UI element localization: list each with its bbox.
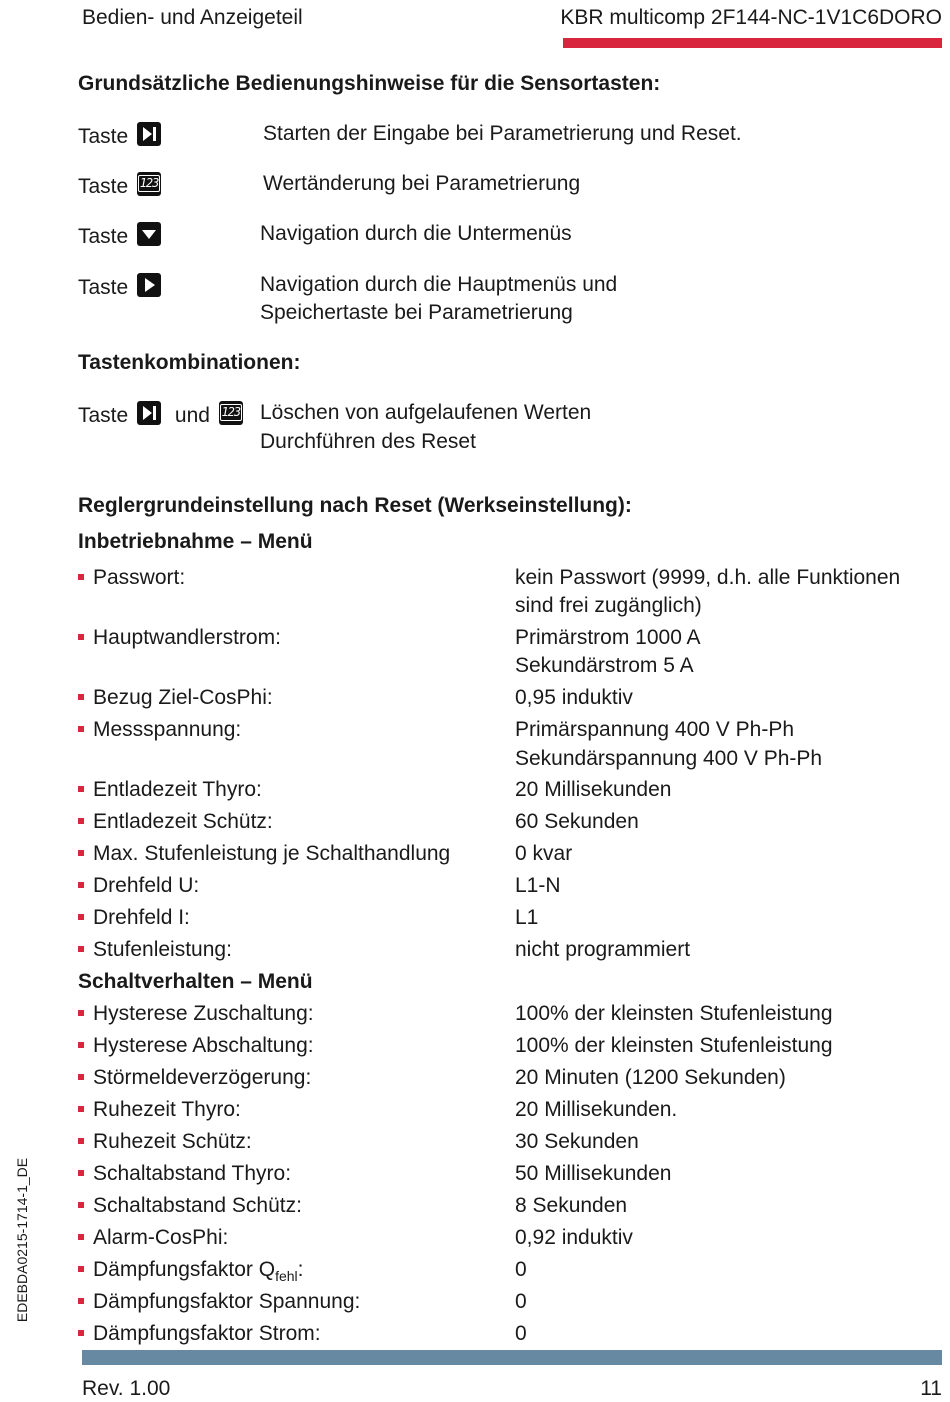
bullet-icon [78,1106,84,1112]
key-row-4-desc: Navigation durch die Hauptmenüs und [260,273,618,296]
list-item-value-cont: Sekundärstrom 5 A [515,654,694,677]
list-item-label: Passwort: [78,566,185,590]
list-item-label: Ruhezeit Thyro: [78,1098,241,1122]
bullet-icon [78,818,84,824]
bullet-icon [78,1170,84,1176]
list-item-label: Hysterese Zuschaltung: [78,1002,314,1026]
list-item-value: 0 [515,1258,527,1281]
page-number: 11 [920,1377,942,1400]
list-item-label: Alarm-CosPhi: [78,1226,228,1250]
key-row-1-desc: Starten der Eingabe bei Parametrierung und Reset. [263,122,742,145]
list-item-value: 30 Sekunden [515,1130,639,1153]
bullet-icon [78,1074,84,1080]
list-item-value-cont: sind frei zugänglich) [515,594,702,617]
list-item-value: 100% der kleinsten Stufenleistung [515,1002,833,1025]
document-id-side-text: EDEBDA0215-1714-1_DE [14,1157,31,1323]
list-item-label: Stufenleistung: [78,938,232,962]
bullet-icon [78,726,84,732]
taste-label: Taste [78,225,129,248]
list-item-label: Ruhezeit Schütz: [78,1130,252,1154]
list-item-label: Störmeldeverzögerung: [78,1066,311,1090]
combo-desc-1: Löschen von aufgelaufenen Werten [260,401,592,424]
taste-label: Taste [78,125,129,148]
bullet-icon [78,1298,84,1304]
taste-label: Taste [78,404,129,427]
list-item-value: L1-N [515,874,561,897]
bullet-icon [78,1138,84,1144]
list-item-label: Drehfeld U: [78,874,199,898]
play-pause-key-icon [137,122,161,146]
arrow-right-key-icon [137,273,161,297]
list-item-label: Drehfeld I: [78,906,190,930]
key-row-2 [78,172,161,199]
123-key-icon: 123 [219,401,243,425]
bullet-icon [78,914,84,920]
list-item-value: 0,92 induktiv [515,1226,633,1249]
list-item-value: 0 [515,1322,527,1345]
list-item-value: kein Passwort (9999, d.h. alle Funktionen [515,566,901,589]
taste-label: Taste [78,276,129,299]
list-item-value: 8 Sekunden [515,1194,628,1217]
list-item-value: 0 [515,1290,527,1313]
bullet-icon [78,1234,84,1240]
list-item-value: L1 [515,906,539,929]
list-item-label: Dämpfungsfaktor Spannung: [78,1290,360,1314]
list-item-value: 20 Millisekunden. [515,1098,678,1121]
list-item-value: 100% der kleinsten Stufenleistung [515,1034,833,1057]
list-item-value: 60 Sekunden [515,810,639,833]
bullet-icon [78,1042,84,1048]
bullet-icon [78,882,84,888]
list-item-value: nicht programmiert [515,938,691,961]
list-item-value-cont: Sekundärspannung 400 V Ph-Ph [515,747,823,770]
list-item-value: Primärspannung 400 V Ph-Ph [515,718,794,741]
key-row-1 [78,122,161,149]
list-item-value: 0 kvar [515,842,573,865]
bullet-icon [78,1010,84,1016]
list-item-value: 20 Minuten (1200 Sekunden) [515,1066,786,1089]
list-item-label: Entladezeit Schütz: [78,810,273,834]
taste-label: Taste [78,175,129,198]
list-item-value: 50 Millisekunden [515,1162,672,1185]
key-row-3-desc: Navigation durch die Untermenüs [260,222,572,245]
combo-desc-2: Durchführen des Reset [260,430,476,453]
header-left-title: Bedien- und Anzeigeteil [82,6,303,29]
list-item-label: Bezug Ziel-CosPhi: [78,686,273,710]
bullet-icon [78,574,84,580]
list-item-label: Max. Stufenleistung je Schalthandlung [78,842,450,866]
footer-bar [82,1350,942,1365]
key-row-4 [78,273,161,300]
list-item-label: Dämpfungsfaktor $Q_{fehl}$: [78,1258,304,1284]
bullet-icon [78,850,84,856]
sensor-heading: Grundsätzliche Bedienungshinweise für die Sensortasten: [78,72,661,95]
list-item-label: Messspannung: [78,718,241,742]
combo-heading: Tastenkombinationen: [78,351,301,374]
list-item-label: Hauptwandlerstrom: [78,626,281,650]
menu2-heading: Schaltverhalten – Menü [78,970,313,993]
bullet-icon [78,1266,84,1272]
list-item-label: Dämpfungsfaktor Strom: [78,1322,321,1346]
combo-row [78,401,243,428]
list-item-value: Primärstrom 1000 A [515,626,701,649]
list-item-label: Schaltabstand Schütz: [78,1194,302,1218]
list-item-value: 20 Millisekunden [515,778,672,801]
key-row-2-desc: Wertänderung bei Parametrierung [263,172,581,195]
list-item-label: Hysterese Abschaltung: [78,1034,314,1058]
header-accent-bar [563,38,942,48]
key-row-3 [78,222,161,249]
und-label: und [174,404,210,427]
bullet-icon [78,946,84,952]
bullet-icon [78,634,84,640]
arrow-down-key-icon [137,222,161,246]
play-pause-key-icon [137,401,161,425]
list-item-label: Entladezeit Thyro: [78,778,262,802]
list-item-label: Schaltabstand Thyro: [78,1162,291,1186]
bullet-icon [78,1202,84,1208]
list-item-value: 0,95 induktiv [515,686,633,709]
revision-label: Rev. 1.00 [82,1377,171,1400]
bullet-icon [78,786,84,792]
reset-heading: Reglergrundeinstellung nach Reset (Werkseinstellung): [78,494,632,517]
bullet-icon [78,1330,84,1336]
123-key-icon: 123 [137,172,161,196]
menu1-heading: Inbetriebnahme – Menü [78,530,313,553]
bullet-icon [78,694,84,700]
header-right-title: KBR multicomp 2F144-NC-1V1C6DORO [560,6,942,29]
key-row-4-desc2: Speichertaste bei Parametrierung [260,301,573,324]
